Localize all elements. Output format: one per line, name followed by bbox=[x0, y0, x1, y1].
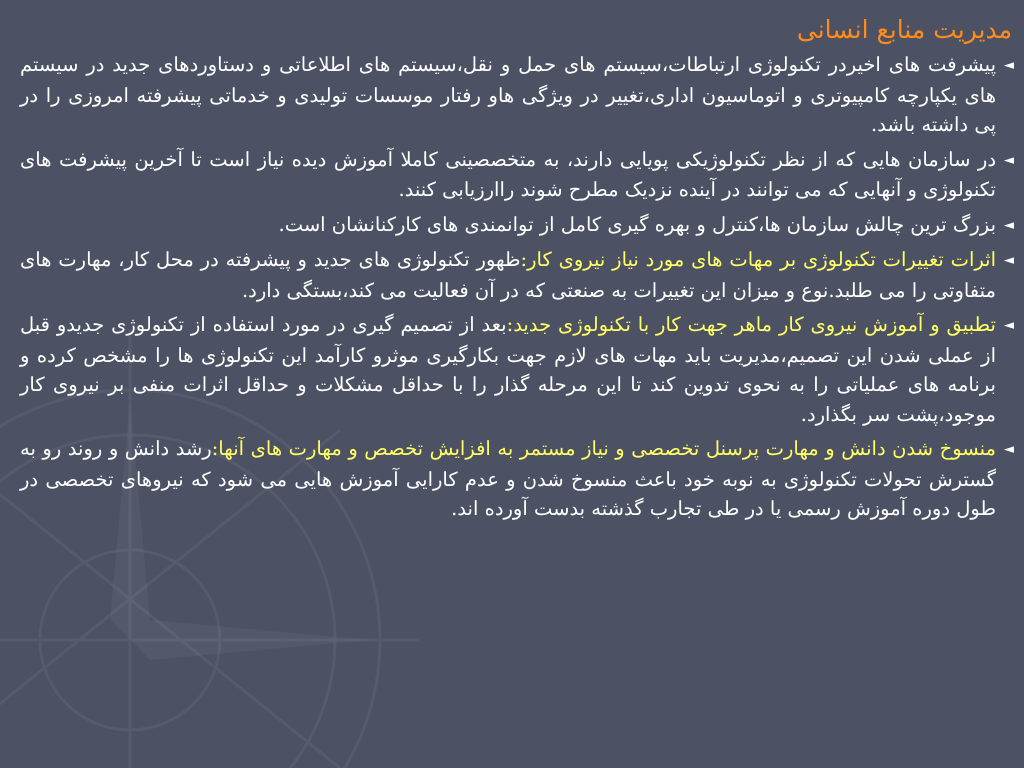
paragraph-tech-effects: ◄اثرات تغییرات تکنولوژی بر مهات های مورد نیاز نیروی کار:ظهور تکنولوژی های جدید و پیشرفته در محل کار، مهارت های متفاوتی را می طلبد.نوع و میزان این تغییرات به صنعتی که در آن فعالیت می کند،بستگی دارد. bbox=[20, 248, 1014, 302]
paragraph-training: ◄تطبیق و آموزش نیروی کار ماهر جهت کار با تکنولوژی جدید:بعد از تصمیم گیری در مورد استفاده از تکنولوژی جدیدو قبل از عملی شدن این تصمیم،مدیریت باید مهات های لازم جهت بکارگیری موثرو کارآمد این تکنولوژی ها را مشخص کرده و برنامه های عملیاتی را به نحوی تدوین کند تا این مرحله گذار را با حداقل مشکلات و حداقل اثرات منفی بر نیروی کار موجود،پشت سر بگذارد. bbox=[20, 313, 1014, 426]
paragraph-specialists bbox=[14, 145, 1014, 205]
slide-title: مدیریت منابع انسانی bbox=[796, 15, 1012, 44]
paragraph-text: بعد از تصمیم گیری در مورد استفاده از تکنولوژی جدیدو قبل از عملی شدن این تصمیم،مدیریت باید مهات های لازم جهت بکارگیری موثرو کارآمد این تکنولوژی ها را مشخص کرده و برنامه های عملیاتی را به نحوی تدوین کند تا این مرحله گذار را با حداقل مشکلات و حداقل اثرات منفی بر نیروی کار موجود،پشت سر بگذارد. bbox=[20, 313, 996, 426]
paragraph-advances bbox=[14, 50, 1014, 140]
paragraph-text: ظهور تکنولوژی های جدید و پیشرفته در محل کار، مهارت های متفاوتی را می طلبد.نوع و میزان این تغییرات به صنعتی که در آن فعالیت می کند،بستگی دارد. bbox=[20, 248, 996, 302]
paragraph-challenge bbox=[14, 210, 1014, 241]
paragraph-text: در سازمان هایی که از نظر تکنولوژیکی پویایی دارند، به متخصصینی کاملا آموزش دیده نیاز است تا آخرین پیشرفت های تکنولوژی و آنهایی که می توانند در آینده نزدیک مطرح شوند راارزیابی کنند. bbox=[20, 147, 996, 201]
paragraph-obsolescence: ◄منسوخ شدن دانش و مهارت پرسنل تخصصی و نیاز مستمر به افزایش تخصص و مهارت های آنها:رشد دانش و روند رو به گسترش تحولات تکنولوژی به نوبه خود باعث منسوخ شدن و عدم کارایی آموزش هایی می شود که نیروهای تخصصی در طول دوره آموزش رسمی یا در طی تجارب گذشته بدست آورده اند. bbox=[20, 437, 1014, 520]
paragraph-text: رشد دانش و روند رو به گسترش تحولات تکنولوژی به نوبه خود باعث منسوخ شدن و عدم کارایی آموزش هایی می شود که نیروهای تخصصی در طول دوره آموزش رسمی یا در طی تجارب گذشته بدست آورده اند. bbox=[20, 437, 996, 520]
triangle-left-icon: ◄ bbox=[1004, 58, 1014, 73]
paragraph-heading: اثرات تغییرات تکنولوژی بر مهات های مورد نیاز نیروی کار bbox=[527, 248, 996, 271]
paragraph-text: بزرگ ترین چالش سازمان ها،کنترل و بهره گیری کامل از توانمندی های کارکنانشان است. bbox=[278, 212, 996, 236]
paragraph-text: پیشرفت های اخیردر تکنولوژی ارتباطات،سیستم های حمل و نقل،سیستم های اطلاعاتی و دستاوردهای جدید در سیستم های یکپارچه کامپیوتری و اتوماسیون اداری،تغییر در ویژگی هاو رفتار موسسات تولیدی و خدماتی پیشرفته امروزی را در پی داشته باشد. bbox=[20, 53, 996, 136]
triangle-left-icon: ◄ bbox=[1004, 253, 1014, 268]
triangle-left-icon: ◄ bbox=[1004, 318, 1014, 333]
triangle-left-icon: ◄ bbox=[1004, 442, 1014, 457]
triangle-left-icon: ◄ bbox=[1004, 152, 1014, 168]
paragraph-heading: تطبیق و آموزش نیروی کار ماهر جهت کار با تکنولوژی جدید bbox=[513, 313, 996, 336]
paragraph-heading: منسوخ شدن دانش و مهارت پرسنل تخصصی و نیاز مستمر به افزایش تخصص و مهارت های آنها bbox=[218, 437, 996, 460]
triangle-left-icon: ◄ bbox=[1004, 217, 1014, 233]
